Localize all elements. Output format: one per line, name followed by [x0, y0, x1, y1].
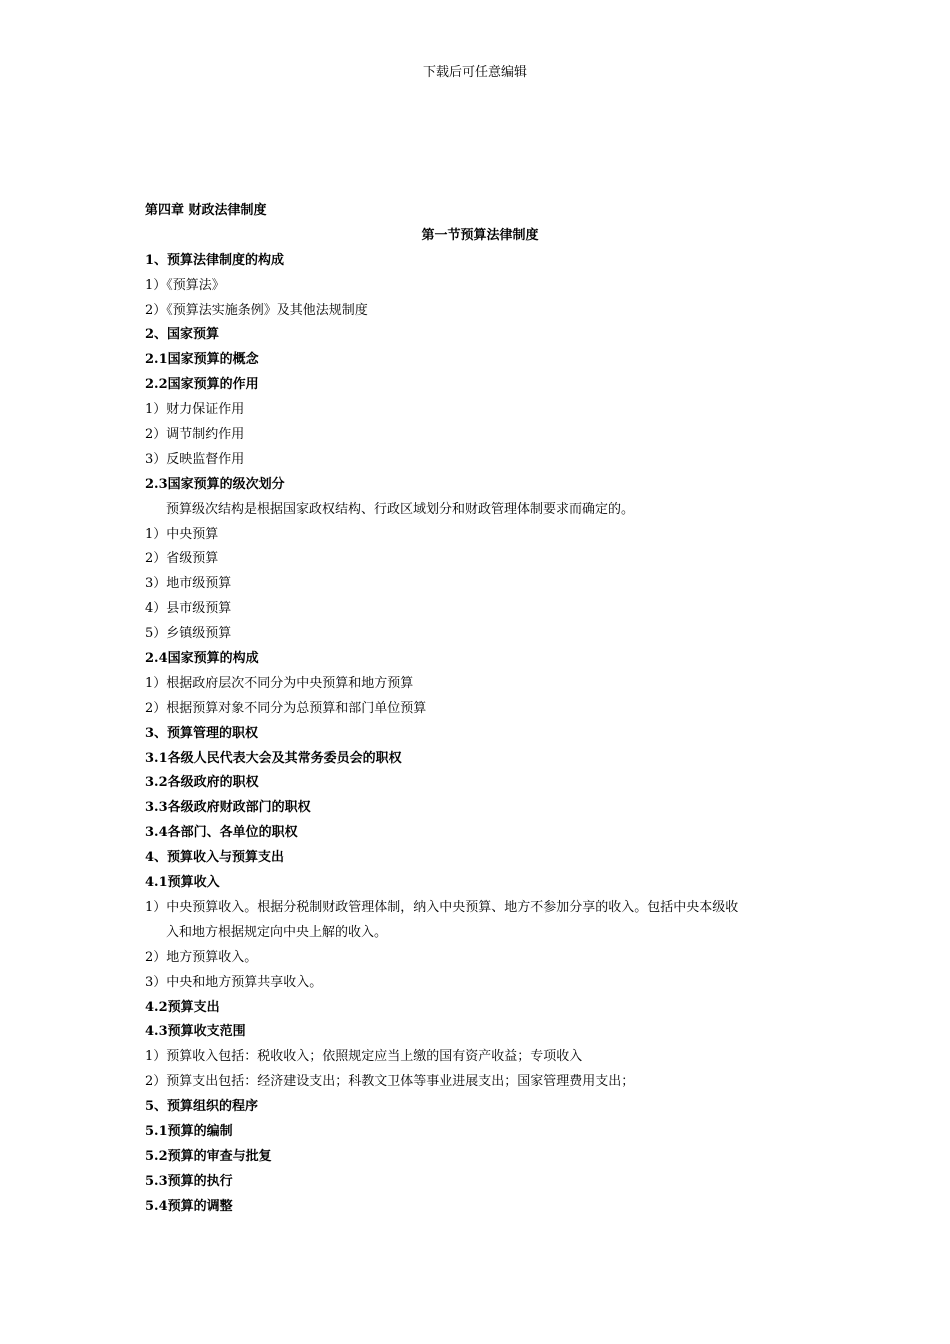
section-heading: 3.4各部门、各单位的职权	[145, 825, 298, 841]
section-heading: 4、预算收入与预算支出	[145, 850, 285, 866]
section-heading: 3.3各级政府财政部门的职权	[145, 800, 311, 816]
section-heading: 5.3预算的执行	[145, 1173, 233, 1189]
text-line: 2）省级预算	[145, 551, 219, 567]
section-heading: 2.4国家预算的构成	[145, 651, 259, 667]
text-line: 1）预算收入包括：税收收入；依照规定应当上缴的国有资产收益；专项收入	[145, 1049, 583, 1065]
section-heading: 2.2国家预算的作用	[145, 377, 259, 393]
text-line: 3）中央和地方预算共享收入。	[145, 974, 323, 990]
section-heading: 3.1各级人民代表大会及其常务委员会的职权	[145, 750, 402, 766]
section-heading: 2.3国家预算的级次划分	[145, 476, 285, 492]
section-heading: 2、国家预算	[145, 327, 220, 343]
section-heading: 4.1预算收入	[145, 875, 220, 891]
section-heading: 3.2各级政府的职权	[145, 775, 259, 791]
section-heading: 2.1国家预算的概念	[145, 352, 259, 368]
section-heading: 4.3预算收支范围	[145, 1024, 246, 1040]
text-line: 预算级次结构是根据国家政权结构、行政区域划分和财政管理体制要求而确定的。	[166, 501, 635, 517]
text-line: 2）调节制约作用	[145, 427, 245, 443]
text-line: 2）地方预算收入。	[145, 949, 258, 965]
text-line: 3）地市级预算	[145, 576, 232, 592]
section-heading: 1、预算法律制度的构成	[145, 252, 285, 268]
text-line: 2）预算支出包括：经济建设支出；科教文卫体等事业进展支出；国家管理费用支出；	[145, 1074, 635, 1090]
section-heading: 5、预算组织的程序	[145, 1099, 259, 1115]
section-heading: 4.2预算支出	[145, 999, 220, 1015]
section-heading: 5.4预算的调整	[145, 1198, 233, 1214]
section-heading: 第四章 财政法律制度	[145, 203, 267, 218]
text-line: 1）中央预算收入。根据分税制财政管理体制，纳入中央预算、地方不参加分享的收入。包括中央本级收	[145, 899, 739, 915]
section-heading: 3、预算管理的职权	[145, 725, 259, 741]
text-line: 入和地方根据规定向中央上解的收入。	[166, 924, 388, 940]
text-line: 3）反映监督作用	[145, 451, 245, 467]
section-heading: 5.2预算的审查与批复	[145, 1148, 272, 1164]
text-line: 4）县市级预算	[145, 601, 232, 617]
text-line: 1）中央预算	[145, 526, 219, 542]
section-heading: 5.1预算的编制	[145, 1123, 233, 1139]
section-heading: 第一节预算法律制度	[421, 227, 539, 243]
text-line: 1）《预算法》	[145, 277, 225, 293]
text-line: 5）乡镇级预算	[145, 626, 232, 642]
text-line: 2）《预算法实施条例》及其他法规制度	[145, 302, 368, 318]
page-header: 下载后可任意编辑	[422, 65, 527, 80]
text-line: 1）财力保证作用	[145, 402, 245, 418]
text-line: 2）根据预算对象不同分为总预算和部门单位预算	[145, 700, 427, 716]
text-line: 1）根据政府层次不同分为中央预算和地方预算	[145, 675, 414, 691]
document-body	[145, 199, 815, 1220]
